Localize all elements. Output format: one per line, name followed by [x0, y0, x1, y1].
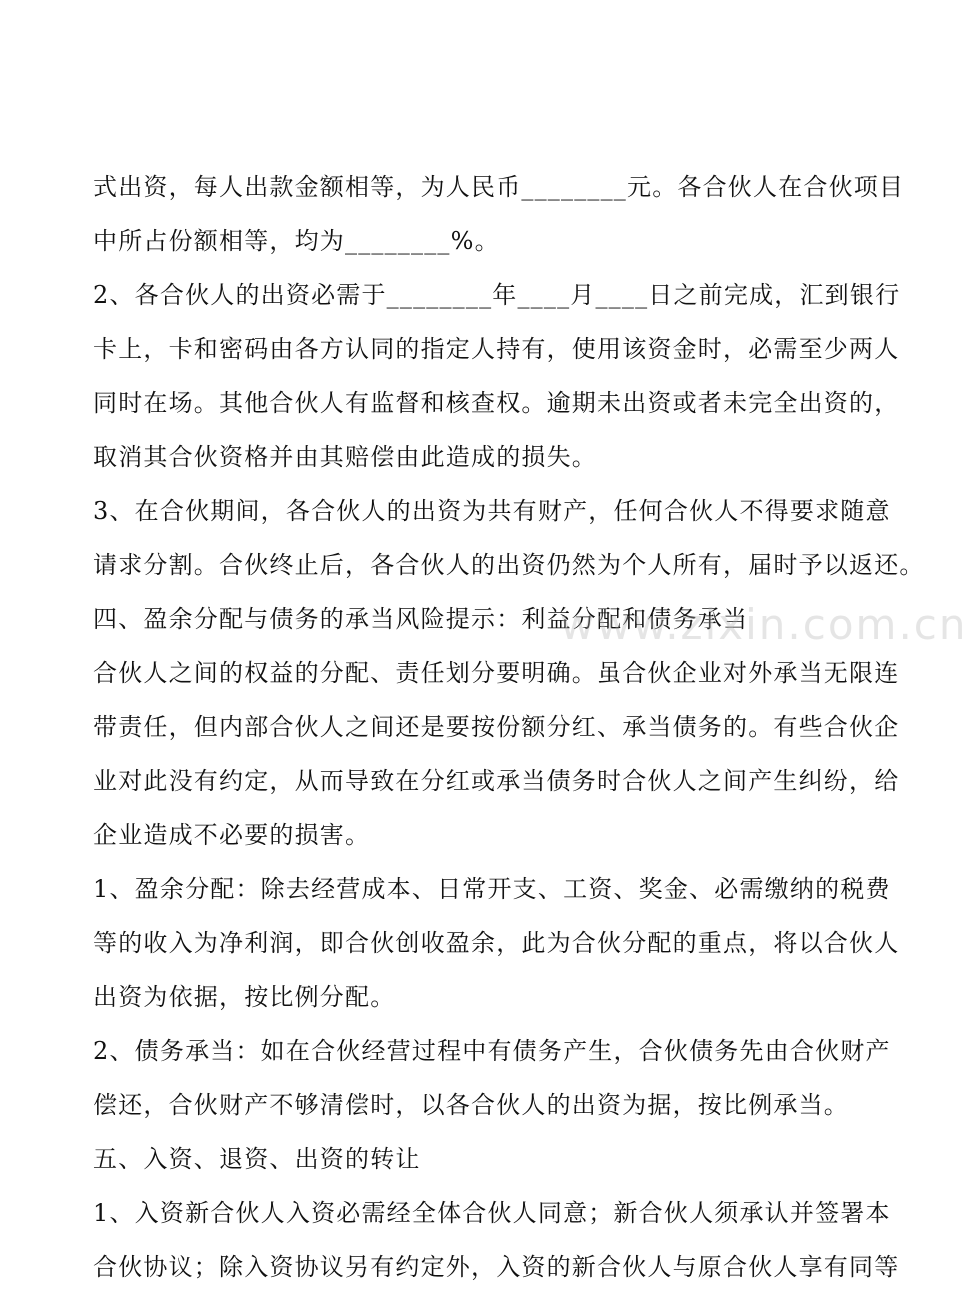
- text-line: 偿还，合伙财产不够清偿时，以各合伙人的出资为据，按比例承当。: [93, 1091, 849, 1119]
- text-line: 2、债务承当：如在合伙经营过程中有债务产生，合伙债务先由合伙财产: [93, 1037, 891, 1065]
- text-line: 取消其合伙资格并由其赔偿由此造成的损失。: [93, 443, 597, 471]
- text-line: 业对此没有约定，从而导致在分红或承当债务时合伙人之间产生纠纷，给: [93, 767, 900, 795]
- text-line: 合伙人之间的权益的分配、责任划分要明确。虽合伙企业对外承当无限连: [93, 659, 900, 687]
- text-line: 同时在场。其他合伙人有监督和核查权。逾期未出资或者未完全出资的，: [93, 389, 900, 417]
- text-line: 中所占份额相等，均为________%。: [93, 227, 500, 255]
- text-line: 出资为依据，按比例分配。: [93, 983, 396, 1011]
- text-line: 1、入资新合伙人入资必需经全体合伙人同意；新合伙人须承认并签署本: [93, 1199, 891, 1227]
- text-line: 卡上，卡和密码由各方认同的指定人持有，使用该资金时，必需至少两人: [93, 335, 900, 363]
- text-line: 式出资，每人出款金额相等，为人民币________元。各合伙人在合伙项目: [93, 173, 905, 201]
- section-heading: 五、入资、退资、出资的转让: [93, 1145, 421, 1173]
- text-line: 企业造成不必要的损害。: [93, 821, 371, 849]
- text-line: 3、在合伙期间，各合伙人的出资为共有财产，任何合伙人不得要求随意: [93, 497, 891, 525]
- document-body: [93, 160, 925, 1294]
- section-heading: 四、盈余分配与债务的承当风险提示：利益分配和债务承当: [93, 605, 749, 633]
- text-line: 2、各合伙人的出资必需于________年____月____日之前完成，汇到银行: [93, 281, 901, 309]
- text-line: 请求分割。合伙终止后，各合伙人的出资仍然为个人所有，届时予以返还。: [93, 551, 925, 579]
- text-line: 等的收入为净利润，即合伙创收盈余，此为合伙分配的重点，将以合伙人: [93, 929, 900, 957]
- text-line: 带责任，但内部合伙人之间还是要按份额分红、承当债务的。有些合伙企: [93, 713, 900, 741]
- text-line: 合伙协议；除入资协议另有约定外，入资的新合伙人与原合伙人享有同等: [93, 1253, 900, 1281]
- watermark: www.zixin.com.cn: [560, 600, 968, 649]
- text-line: 1、盈余分配：除去经营成本、日常开支、工资、奖金、必需缴纳的税费: [93, 875, 891, 903]
